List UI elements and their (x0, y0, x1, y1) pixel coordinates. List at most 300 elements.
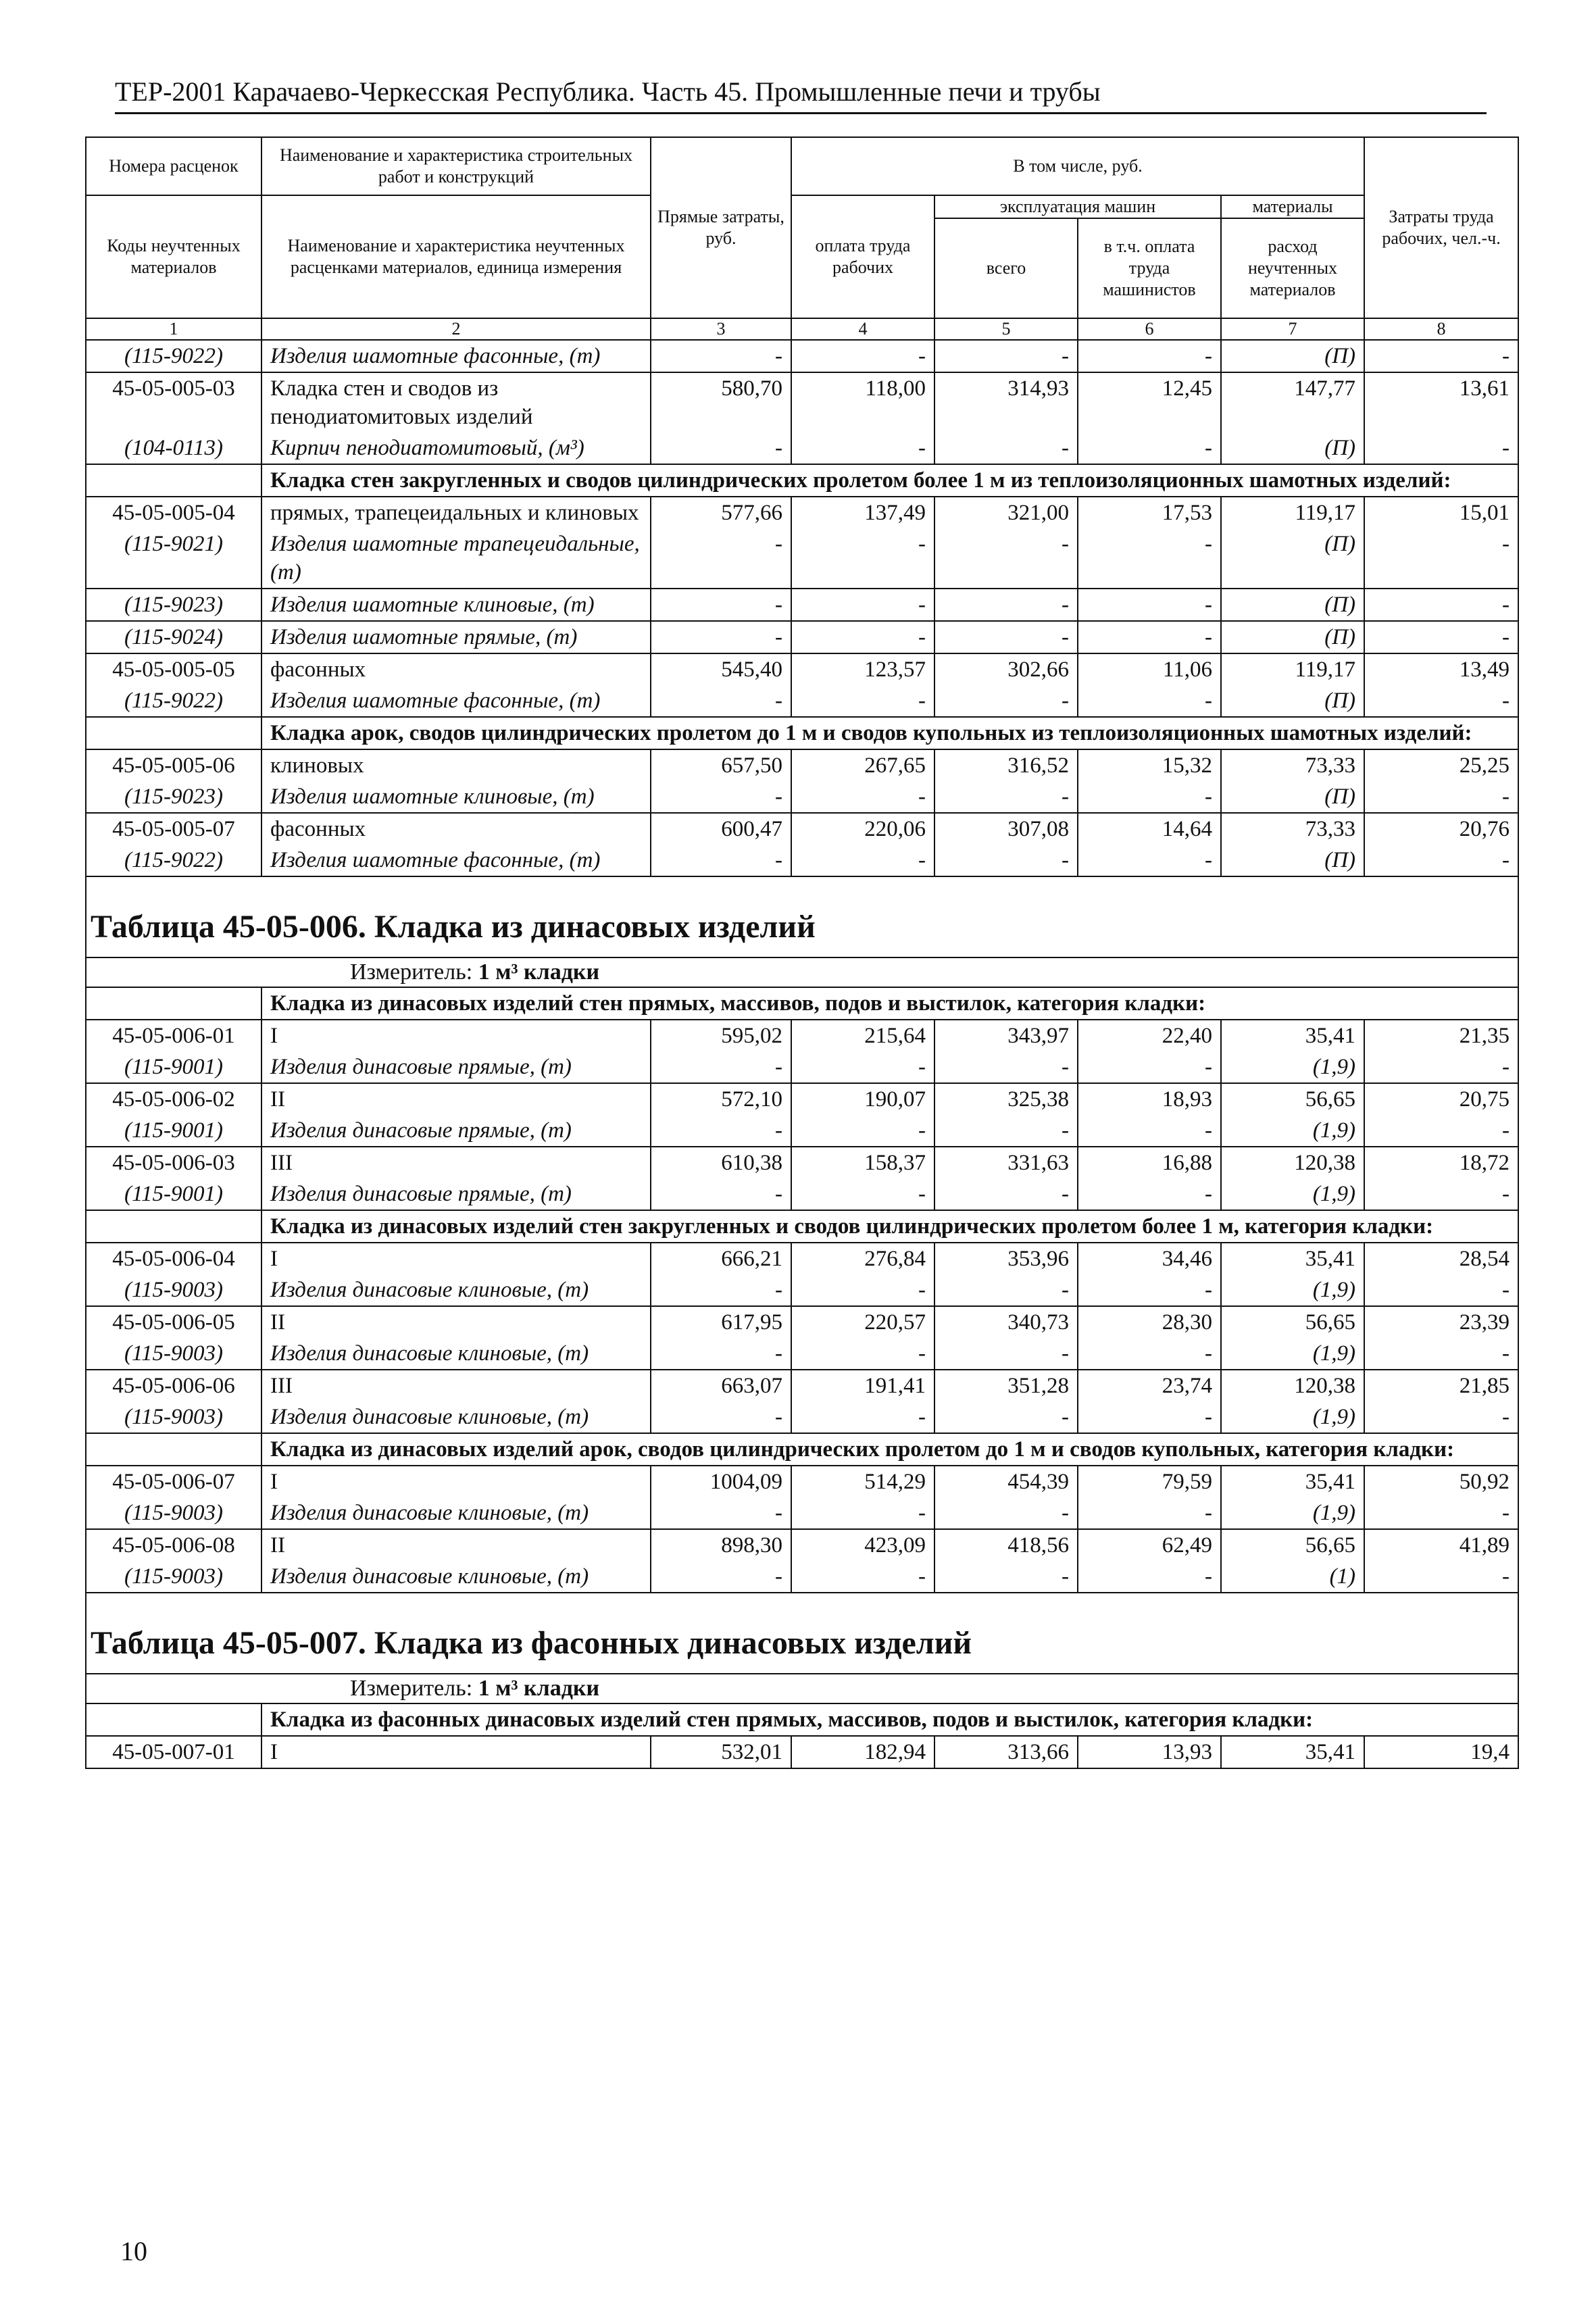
value-cell: (1,9) (1221, 1274, 1364, 1306)
rate-row (86, 1147, 1518, 1178)
rate-code: 45-05-006-04 (86, 1243, 261, 1274)
value-cell: 56,65 (1221, 1306, 1364, 1338)
value-cell: 50,92 (1364, 1466, 1518, 1497)
col-material-codes-header: Коды неучтенных материалов (86, 195, 261, 318)
value-cell: - (1078, 1401, 1221, 1433)
value-cell: 15,32 (1078, 749, 1221, 781)
section-row (86, 717, 1518, 749)
table-body-006 (86, 987, 1518, 1593)
value-cell: 215,64 (791, 1020, 934, 1051)
col-material-name-header: Наименование и характеристика неучтенных расценками материалов, единица измерения (261, 195, 651, 318)
value-cell: 23,74 (1078, 1370, 1221, 1401)
value-cell: - (934, 340, 1078, 372)
col-num: 6 (1078, 318, 1221, 340)
value-cell: (П) (1221, 781, 1364, 813)
value-cell: 21,35 (1364, 1020, 1518, 1051)
rate-code: 45-05-006-07 (86, 1466, 261, 1497)
material-name: Изделия динасовые клиновые, (т) (261, 1338, 651, 1370)
value-cell: - (1364, 781, 1518, 813)
material-code: (115-9023) (86, 589, 261, 621)
value-cell: 12,45 (1078, 372, 1221, 432)
value-cell: 35,41 (1221, 1736, 1364, 1768)
rate-name: II (261, 1529, 651, 1561)
col-num: 7 (1221, 318, 1364, 340)
rate-row (86, 813, 1518, 845)
value-cell: 577,66 (651, 497, 791, 528)
value-cell: - (791, 432, 934, 464)
section-row (86, 1703, 1518, 1736)
table-006-measure (86, 957, 1518, 987)
table-body-005 (86, 340, 1518, 876)
value-cell: - (1364, 528, 1518, 589)
value-cell: - (651, 621, 791, 653)
material-code: (115-9001) (86, 1115, 261, 1147)
value-cell: - (651, 1178, 791, 1210)
value-cell: - (651, 1338, 791, 1370)
material-name: Изделия шамотные клиновые, (т) (261, 589, 651, 621)
value-cell: - (791, 1338, 934, 1370)
rate-code: 45-05-005-05 (86, 653, 261, 685)
value-cell: - (1364, 1274, 1518, 1306)
value-cell: 118,00 (791, 372, 934, 432)
rate-code: 45-05-005-03 (86, 372, 261, 432)
value-cell: 1004,09 (651, 1466, 791, 1497)
section-code-cell (86, 1433, 261, 1466)
rate-name: Кладка стен и сводов из пенодиатомитовых изделий (261, 372, 651, 432)
section-title: Кладка из динасовых изделий стен прямых, массивов, подов и выстилок, категория кладки: (261, 987, 1518, 1020)
material-name: Изделия динасовые прямые, (т) (261, 1115, 651, 1147)
material-code: (115-9023) (86, 781, 261, 813)
value-cell: 120,38 (1221, 1370, 1364, 1401)
material-name: Изделия динасовые клиновые, (т) (261, 1274, 651, 1306)
material-name: Изделия шамотные фасонные, (т) (261, 340, 651, 372)
value-cell: 41,89 (1364, 1529, 1518, 1561)
material-row (86, 1561, 1518, 1593)
material-name: Изделия динасовые прямые, (т) (261, 1178, 651, 1210)
value-cell: - (791, 1274, 934, 1306)
value-cell: - (651, 1051, 791, 1083)
material-code: (104-0113) (86, 432, 261, 464)
value-cell: - (934, 1115, 1078, 1147)
value-cell: - (934, 621, 1078, 653)
value-cell: 572,10 (651, 1083, 791, 1115)
rate-name: III (261, 1370, 651, 1401)
value-cell: - (651, 432, 791, 464)
rate-row (86, 1306, 1518, 1338)
value-cell: - (934, 1497, 1078, 1529)
value-cell: 56,65 (1221, 1529, 1364, 1561)
value-cell: (1,9) (1221, 1178, 1364, 1210)
value-cell: - (1364, 685, 1518, 717)
material-name: Изделия шамотные фасонные, (т) (261, 685, 651, 717)
value-cell: - (1078, 589, 1221, 621)
value-cell: 182,94 (791, 1736, 934, 1768)
value-cell: - (1078, 1561, 1221, 1593)
material-row (86, 685, 1518, 717)
material-code: (115-9003) (86, 1274, 261, 1306)
value-cell: - (934, 589, 1078, 621)
section-code-cell (86, 464, 261, 497)
value-cell: - (934, 781, 1078, 813)
value-cell: 454,39 (934, 1466, 1078, 1497)
value-cell: - (651, 685, 791, 717)
col-num: 3 (651, 318, 791, 340)
material-code: (115-9001) (86, 1051, 261, 1083)
value-cell: 666,21 (651, 1243, 791, 1274)
value-cell: 17,53 (1078, 497, 1221, 528)
material-name: Изделия динасовые прямые, (т) (261, 1051, 651, 1083)
value-cell: - (791, 685, 934, 717)
value-cell: 28,30 (1078, 1306, 1221, 1338)
value-cell: 351,28 (934, 1370, 1078, 1401)
section-row (86, 987, 1518, 1020)
col-materials-header: материалы (1221, 195, 1364, 218)
value-cell: - (791, 1561, 934, 1593)
value-cell: - (1078, 1497, 1221, 1529)
page-header: ТЕР-2001 Карачаево-Черкесская Республика. Часть 45. Промышленные печи и трубы (115, 76, 1487, 114)
material-row (86, 340, 1518, 372)
value-cell: 307,08 (934, 813, 1078, 845)
value-cell: (1,9) (1221, 1115, 1364, 1147)
measure-value: 1 м³ кладки (478, 960, 600, 985)
section-code-cell (86, 1703, 261, 1736)
value-cell: 35,41 (1221, 1243, 1364, 1274)
section-code-cell (86, 1210, 261, 1243)
value-cell: - (791, 781, 934, 813)
value-cell: - (651, 1274, 791, 1306)
value-cell: 16,88 (1078, 1147, 1221, 1178)
value-cell: - (1078, 528, 1221, 589)
rate-row (86, 749, 1518, 781)
rate-name: прямых, трапецеидальных и клиновых (261, 497, 651, 528)
value-cell: 28,54 (1364, 1243, 1518, 1274)
value-cell: 19,4 (1364, 1736, 1518, 1768)
value-cell: - (1078, 781, 1221, 813)
value-cell: - (1364, 1401, 1518, 1433)
value-cell: 353,96 (934, 1243, 1078, 1274)
col-num: 4 (791, 318, 934, 340)
material-row (86, 589, 1518, 621)
value-cell: - (651, 1497, 791, 1529)
material-row (86, 528, 1518, 589)
value-cell: - (1078, 845, 1221, 876)
price-table (85, 136, 1519, 1769)
table-007-title: Таблица 45-05-007. Кладка из фасонных динасовых изделий (86, 1593, 1518, 1674)
value-cell: - (651, 1561, 791, 1593)
value-cell: - (1364, 589, 1518, 621)
value-cell: 35,41 (1221, 1466, 1364, 1497)
value-cell: 545,40 (651, 653, 791, 685)
value-cell: (П) (1221, 685, 1364, 717)
value-cell: 191,41 (791, 1370, 934, 1401)
value-cell: - (934, 1274, 1078, 1306)
rate-code: 45-05-006-02 (86, 1083, 261, 1115)
value-cell: 220,57 (791, 1306, 934, 1338)
value-cell: 190,07 (791, 1083, 934, 1115)
material-row (86, 781, 1518, 813)
page-number: 10 (120, 2236, 147, 2266)
section-title: Кладка из динасовых изделий арок, сводов цилиндрических пролетом до 1 м и сводов купольных, категория кладки: (261, 1433, 1518, 1466)
value-cell: - (651, 781, 791, 813)
section-title: Кладка из фасонных динасовых изделий стен прямых, массивов, подов и выстилок, категория кладки: (261, 1703, 1518, 1736)
value-cell: - (934, 685, 1078, 717)
value-cell: - (1078, 1178, 1221, 1210)
rate-row (86, 1083, 1518, 1115)
material-name: Изделия динасовые клиновые, (т) (261, 1401, 651, 1433)
value-cell: 119,17 (1221, 497, 1364, 528)
col-name-top-header: Наименование и характеристика строительных работ и конструкций (261, 137, 651, 195)
value-cell: - (1364, 845, 1518, 876)
value-cell: 321,00 (934, 497, 1078, 528)
value-cell: 79,59 (1078, 1466, 1221, 1497)
material-row (86, 845, 1518, 876)
value-cell: (1,9) (1221, 1401, 1364, 1433)
value-cell: 119,17 (1221, 653, 1364, 685)
rate-row (86, 372, 1518, 432)
value-cell: - (1364, 621, 1518, 653)
section-row (86, 464, 1518, 497)
value-cell: 123,57 (791, 653, 934, 685)
col-num: 5 (934, 318, 1078, 340)
section-title: Кладка из динасовых изделий стен закругленных и сводов цилиндрических пролетом более 1 м, категория кладки: (261, 1210, 1518, 1243)
value-cell: 532,01 (651, 1736, 791, 1768)
value-cell: 73,33 (1221, 749, 1364, 781)
value-cell: 302,66 (934, 653, 1078, 685)
col-num: 8 (1364, 318, 1518, 340)
value-cell: 663,07 (651, 1370, 791, 1401)
value-cell: 220,06 (791, 813, 934, 845)
value-cell: 276,84 (791, 1243, 934, 1274)
value-cell: 600,47 (651, 813, 791, 845)
value-cell: - (934, 1051, 1078, 1083)
value-cell: 18,93 (1078, 1083, 1221, 1115)
value-cell: 340,73 (934, 1306, 1078, 1338)
material-name: Кирпич пенодиатомитовый, (м³) (261, 432, 651, 464)
value-cell: (П) (1221, 589, 1364, 621)
value-cell: 56,65 (1221, 1083, 1364, 1115)
value-cell: - (1364, 1115, 1518, 1147)
material-name: Изделия динасовые клиновые, (т) (261, 1497, 651, 1529)
material-row (86, 1401, 1518, 1433)
col-labor-pay-header: оплата труда рабочих (791, 195, 934, 318)
value-cell: 343,97 (934, 1020, 1078, 1051)
value-cell: - (1364, 340, 1518, 372)
section-code-cell (86, 987, 261, 1020)
value-cell: - (1078, 685, 1221, 717)
value-cell: 13,61 (1364, 372, 1518, 432)
value-cell: - (791, 621, 934, 653)
rate-code: 45-05-005-07 (86, 813, 261, 845)
value-cell: - (934, 432, 1078, 464)
value-cell: 20,75 (1364, 1083, 1518, 1115)
value-cell: - (651, 340, 791, 372)
document-body (85, 136, 1518, 1769)
material-name: Изделия шамотные прямые, (т) (261, 621, 651, 653)
value-cell: 14,64 (1078, 813, 1221, 845)
value-cell: 22,40 (1078, 1020, 1221, 1051)
section-code-cell (86, 717, 261, 749)
material-code: (115-9024) (86, 621, 261, 653)
material-code: (115-9001) (86, 1178, 261, 1210)
value-cell: 73,33 (1221, 813, 1364, 845)
value-cell: - (1078, 1338, 1221, 1370)
value-cell: - (791, 1115, 934, 1147)
rate-name: I (261, 1736, 651, 1768)
material-row (86, 1497, 1518, 1529)
value-cell: 13,93 (1078, 1736, 1221, 1768)
rate-name: I (261, 1020, 651, 1051)
rate-row (86, 1243, 1518, 1274)
col-machines-total-header: всего (934, 218, 1078, 318)
material-code: (115-9003) (86, 1561, 261, 1593)
material-row (86, 621, 1518, 653)
rate-name: III (261, 1147, 651, 1178)
value-cell: 11,06 (1078, 653, 1221, 685)
col-machines-header: эксплуатация машин (934, 195, 1221, 218)
material-row (86, 1115, 1518, 1147)
material-code: (115-9003) (86, 1401, 261, 1433)
value-cell: 23,39 (1364, 1306, 1518, 1338)
material-row (86, 1274, 1518, 1306)
rate-code: 45-05-007-01 (86, 1736, 261, 1768)
material-row (86, 1338, 1518, 1370)
section-title: Кладка стен закругленных и сводов цилиндрических пролетом более 1 м из теплоизоляционных шамотных изделий: (261, 464, 1518, 497)
value-cell: (1,9) (1221, 1497, 1364, 1529)
table-007-heading (86, 1593, 1518, 1703)
material-code: (115-9003) (86, 1497, 261, 1529)
value-cell: 25,25 (1364, 749, 1518, 781)
value-cell: 137,49 (791, 497, 934, 528)
value-cell: - (651, 528, 791, 589)
value-cell: 147,77 (1221, 372, 1364, 432)
material-name: Изделия динасовые клиновые, (т) (261, 1561, 651, 1593)
value-cell: - (791, 1178, 934, 1210)
material-name: Изделия шамотные клиновые, (т) (261, 781, 651, 813)
value-cell: 158,37 (791, 1147, 934, 1178)
value-cell: - (934, 528, 1078, 589)
material-code: (115-9003) (86, 1338, 261, 1370)
col-num: 2 (261, 318, 651, 340)
rate-code: 45-05-006-05 (86, 1306, 261, 1338)
value-cell: 331,63 (934, 1147, 1078, 1178)
col-materials-use-header: расход неучтенных материалов (1221, 218, 1364, 318)
value-cell: - (1364, 432, 1518, 464)
value-cell: - (651, 1115, 791, 1147)
value-cell: 325,38 (934, 1083, 1078, 1115)
value-cell: (1,9) (1221, 1338, 1364, 1370)
material-name: Изделия шамотные фасонные, (т) (261, 845, 651, 876)
value-cell: 423,09 (791, 1529, 934, 1561)
material-name: Изделия шамотные трапецеидальные, (т) (261, 528, 651, 589)
rate-code: 45-05-006-03 (86, 1147, 261, 1178)
value-cell: (П) (1221, 845, 1364, 876)
value-cell: - (934, 1178, 1078, 1210)
value-cell: 657,50 (651, 749, 791, 781)
value-cell: 267,65 (791, 749, 934, 781)
material-row (86, 1178, 1518, 1210)
measure-value: 1 м³ кладки (478, 1676, 600, 1701)
value-cell: 314,93 (934, 372, 1078, 432)
rate-name: II (261, 1083, 651, 1115)
value-cell: 34,46 (1078, 1243, 1221, 1274)
value-cell: 35,41 (1221, 1020, 1364, 1051)
table-body-007 (86, 1703, 1518, 1768)
value-cell: - (1364, 1051, 1518, 1083)
col-including-header: В том числе, руб. (791, 137, 1364, 195)
rate-name: I (261, 1466, 651, 1497)
value-cell: - (791, 1051, 934, 1083)
material-code: (115-9022) (86, 685, 261, 717)
col-codes-top-header: Номера расценок (86, 137, 261, 195)
rate-code: 45-05-006-06 (86, 1370, 261, 1401)
value-cell: 313,66 (934, 1736, 1078, 1768)
rate-code: 45-05-006-08 (86, 1529, 261, 1561)
value-cell: 418,56 (934, 1529, 1078, 1561)
value-cell: - (791, 845, 934, 876)
value-cell: - (1078, 432, 1221, 464)
value-cell: 18,72 (1364, 1147, 1518, 1178)
section-title: Кладка арок, сводов цилиндрических пролетом до 1 м и сводов купольных из теплоизоляционных шамотных изделий: (261, 717, 1518, 749)
rate-row (86, 1370, 1518, 1401)
rate-row (86, 1020, 1518, 1051)
rate-name: фасонных (261, 653, 651, 685)
value-cell: 21,85 (1364, 1370, 1518, 1401)
value-cell: - (1078, 621, 1221, 653)
value-cell: - (1364, 1338, 1518, 1370)
value-cell: 617,95 (651, 1306, 791, 1338)
rate-row (86, 653, 1518, 685)
value-cell: 20,76 (1364, 813, 1518, 845)
rate-name: II (261, 1306, 651, 1338)
material-code: (115-9022) (86, 340, 261, 372)
col-labor-cost-header: Затраты труда рабочих, чел.-ч. (1364, 137, 1518, 318)
col-num: 1 (86, 318, 261, 340)
rate-name: I (261, 1243, 651, 1274)
value-cell: - (934, 1401, 1078, 1433)
value-cell: - (1078, 1274, 1221, 1306)
measure-label: Измеритель: (350, 1676, 473, 1701)
rate-row (86, 1466, 1518, 1497)
rate-code: 45-05-005-06 (86, 749, 261, 781)
section-row (86, 1210, 1518, 1243)
value-cell: 13,49 (1364, 653, 1518, 685)
material-row (86, 1051, 1518, 1083)
value-cell: (П) (1221, 432, 1364, 464)
value-cell: - (1078, 340, 1221, 372)
value-cell: - (651, 589, 791, 621)
col-direct-costs-header: Прямые затраты, руб. (651, 137, 791, 318)
value-cell: - (934, 1561, 1078, 1593)
material-code: (115-9022) (86, 845, 261, 876)
rate-name: клиновых (261, 749, 651, 781)
rate-row (86, 497, 1518, 528)
value-cell: - (1078, 1115, 1221, 1147)
value-cell: 898,30 (651, 1529, 791, 1561)
value-cell: (П) (1221, 621, 1364, 653)
value-cell: 120,38 (1221, 1147, 1364, 1178)
value-cell: - (651, 1401, 791, 1433)
value-cell: - (1364, 1497, 1518, 1529)
value-cell: (1,9) (1221, 1051, 1364, 1083)
value-cell: - (651, 845, 791, 876)
table-006-heading (86, 876, 1518, 987)
value-cell: 580,70 (651, 372, 791, 432)
rate-code: 45-05-005-04 (86, 497, 261, 528)
value-cell: 610,38 (651, 1147, 791, 1178)
rate-code: 45-05-006-01 (86, 1020, 261, 1051)
col-machinists-pay-header: в т.ч. оплата труда машинистов (1078, 218, 1221, 318)
column-numbers-row (86, 318, 1518, 340)
